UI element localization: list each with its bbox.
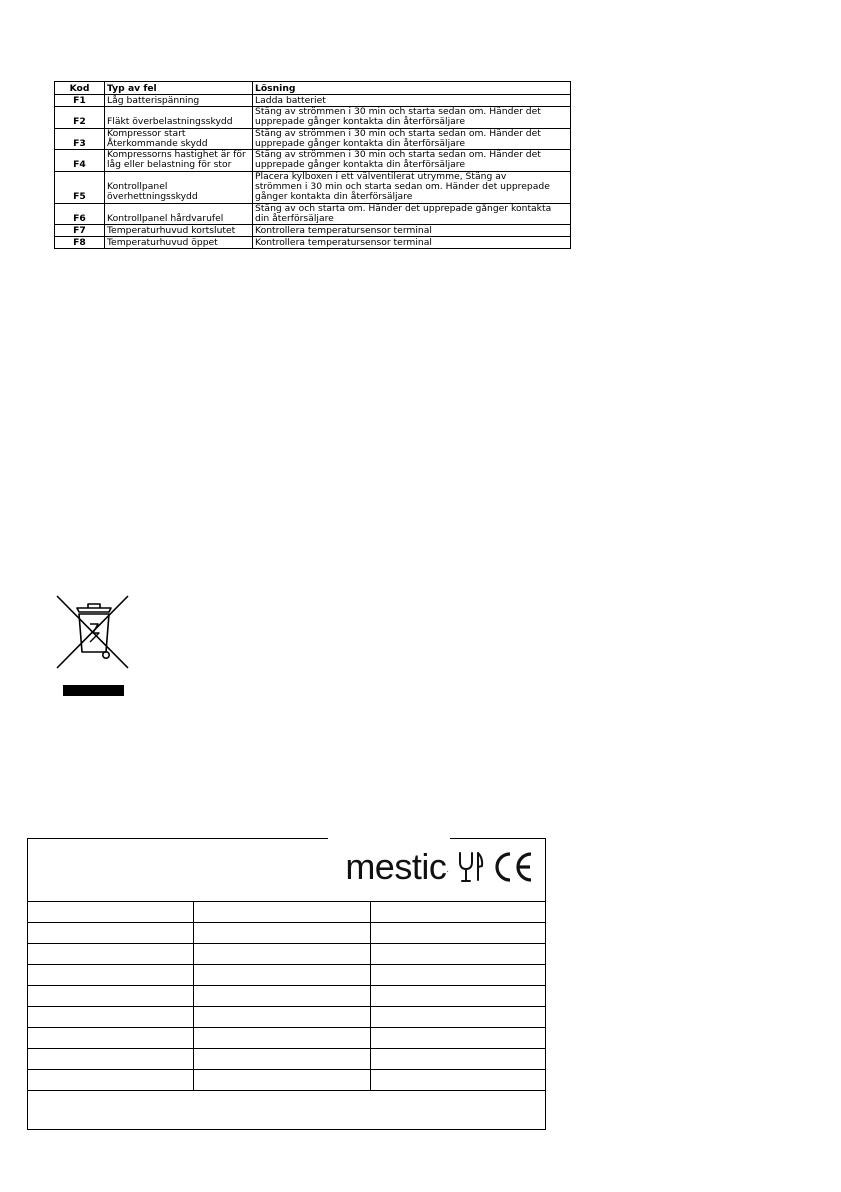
plate-cell	[193, 1007, 370, 1028]
plate-cell	[193, 1028, 370, 1049]
table-row	[55, 203, 571, 225]
error-code: F4	[55, 150, 105, 172]
rating-plate	[27, 838, 546, 1130]
error-type-line: Temperaturhuvud öppet	[107, 236, 218, 248]
error-solution	[253, 203, 571, 225]
plate-cell	[193, 1070, 370, 1091]
plate-row	[28, 902, 545, 923]
plate-row	[28, 965, 545, 986]
error-type	[105, 150, 253, 172]
plate-cell	[193, 944, 370, 965]
plate-cell	[28, 965, 193, 986]
error-type	[105, 171, 253, 203]
error-solution-line: strömmen i 30 min och starta sedan om. Händer det upprepade	[255, 181, 550, 193]
error-solution	[253, 107, 571, 129]
crossed-out-wheelie-bin-icon	[50, 592, 134, 698]
plate-cell	[28, 1028, 193, 1049]
plate-cell	[28, 1070, 193, 1091]
error-solution	[253, 171, 571, 203]
plate-cell	[193, 923, 370, 944]
table-row	[55, 107, 571, 129]
table-row	[55, 237, 571, 249]
error-solution-line: upprepade gånger kontakta din återförsäljare	[255, 116, 465, 128]
plate-cell	[370, 986, 545, 1007]
error-type-line: Kontrollpanel	[107, 181, 168, 193]
error-code: F2	[55, 107, 105, 129]
plate-cell	[28, 923, 193, 944]
plate-cell	[28, 1007, 193, 1028]
plate-cell	[370, 965, 545, 986]
error-type-line: Återkommande skydd	[107, 137, 208, 149]
plate-cell	[28, 944, 193, 965]
plate-cell	[28, 986, 193, 1007]
ce-mark-icon	[493, 851, 535, 883]
plate-cell	[193, 965, 370, 986]
plate-row	[28, 944, 545, 965]
error-code: F1	[55, 95, 105, 107]
error-type-line: Kontrollpanel hårdvarufel	[107, 212, 224, 224]
error-solution-line: Stäng av strömmen i 30 min och starta sedan om. Händer det	[255, 127, 541, 139]
error-type	[105, 128, 253, 150]
border-gap	[328, 837, 450, 840]
error-type-line: Fläkt överbelastningsskydd	[107, 116, 233, 128]
plate-row	[28, 923, 545, 944]
error-solution-line: Kontrollera temperatursensor terminal	[255, 236, 432, 248]
plate-row	[28, 986, 545, 1007]
error-solution-line: Stäng av strömmen i 30 min och starta sedan om. Händer det	[255, 149, 541, 161]
error-type-line: Kompressorns hastighet är för	[107, 149, 246, 161]
error-solution-line: upprepade gånger kontakta din återförsäljare	[255, 137, 465, 149]
plate-row	[28, 1007, 545, 1028]
plate-cell	[370, 1028, 545, 1049]
plate-cell	[370, 923, 545, 944]
error-solution	[253, 225, 571, 237]
table-row	[55, 171, 571, 203]
error-solution-line: upprepade gånger kontakta din återförsäljare	[255, 159, 465, 171]
error-solution-line: Placera kylboxen i ett välventilerat utrymme, Stäng av	[255, 170, 507, 182]
plate-cell	[193, 986, 370, 1007]
error-type-line: låg eller belastning för stor	[107, 159, 232, 171]
header-code: Kod	[55, 82, 105, 95]
error-solution	[253, 95, 571, 107]
brand-mark: ·	[446, 866, 449, 876]
plate-cell	[28, 1049, 193, 1070]
error-solution-line: din återförsäljare	[255, 212, 334, 224]
error-type-line: Kompressor start	[107, 127, 186, 139]
plate-row	[28, 1049, 545, 1070]
error-type-line: överhettningsskydd	[107, 191, 198, 203]
plate-cell	[370, 1070, 545, 1091]
error-solution-line: Stäng av och starta om. Händer det upprepade gånger kontakta	[255, 202, 552, 214]
header-type: Typ av fel	[105, 82, 253, 95]
plate-cell	[193, 1049, 370, 1070]
error-code-table	[54, 81, 571, 249]
plate-cell	[370, 1049, 545, 1070]
plate-cell	[370, 944, 545, 965]
error-code: F8	[55, 237, 105, 249]
table-row	[55, 128, 571, 150]
plate-row	[28, 1091, 545, 1113]
error-type	[105, 95, 253, 107]
plate-row	[28, 1028, 545, 1049]
table-row	[55, 225, 571, 237]
error-type-line: Låg batterispänning	[107, 94, 200, 106]
plate-cell	[28, 902, 193, 923]
brand-logo: mestic	[345, 846, 447, 887]
food-safe-icon	[457, 850, 485, 884]
plate-cell	[28, 1091, 545, 1113]
error-type-line: Temperaturhuvud kortslutet	[107, 224, 236, 236]
error-type	[105, 225, 253, 237]
plate-cell	[370, 1007, 545, 1028]
error-code: F6	[55, 203, 105, 225]
error-solution	[253, 128, 571, 150]
error-solution	[253, 237, 571, 249]
table-row	[55, 95, 571, 107]
table-row	[55, 150, 571, 172]
error-type	[105, 237, 253, 249]
error-code: F3	[55, 128, 105, 150]
logo-row	[345, 847, 535, 887]
table-header-row	[55, 82, 571, 95]
error-solution-line: gånger kontakta din återförsäljare	[255, 191, 413, 203]
header-solution: Lösning	[253, 82, 571, 95]
error-code: F7	[55, 225, 105, 237]
error-solution-line: Stäng av strömmen i 30 min och starta sedan om. Händer det	[255, 106, 541, 117]
error-code: F5	[55, 171, 105, 203]
rating-plate-grid	[28, 901, 545, 1112]
error-type	[105, 203, 253, 225]
error-solution-line: Kontrollera temperatursensor terminal	[255, 224, 432, 236]
error-type	[105, 107, 253, 129]
error-solution	[253, 150, 571, 172]
plate-row	[28, 1070, 545, 1091]
error-solution-line: Ladda batteriet	[255, 94, 326, 106]
plate-cell	[193, 902, 370, 923]
plate-cell	[370, 902, 545, 923]
